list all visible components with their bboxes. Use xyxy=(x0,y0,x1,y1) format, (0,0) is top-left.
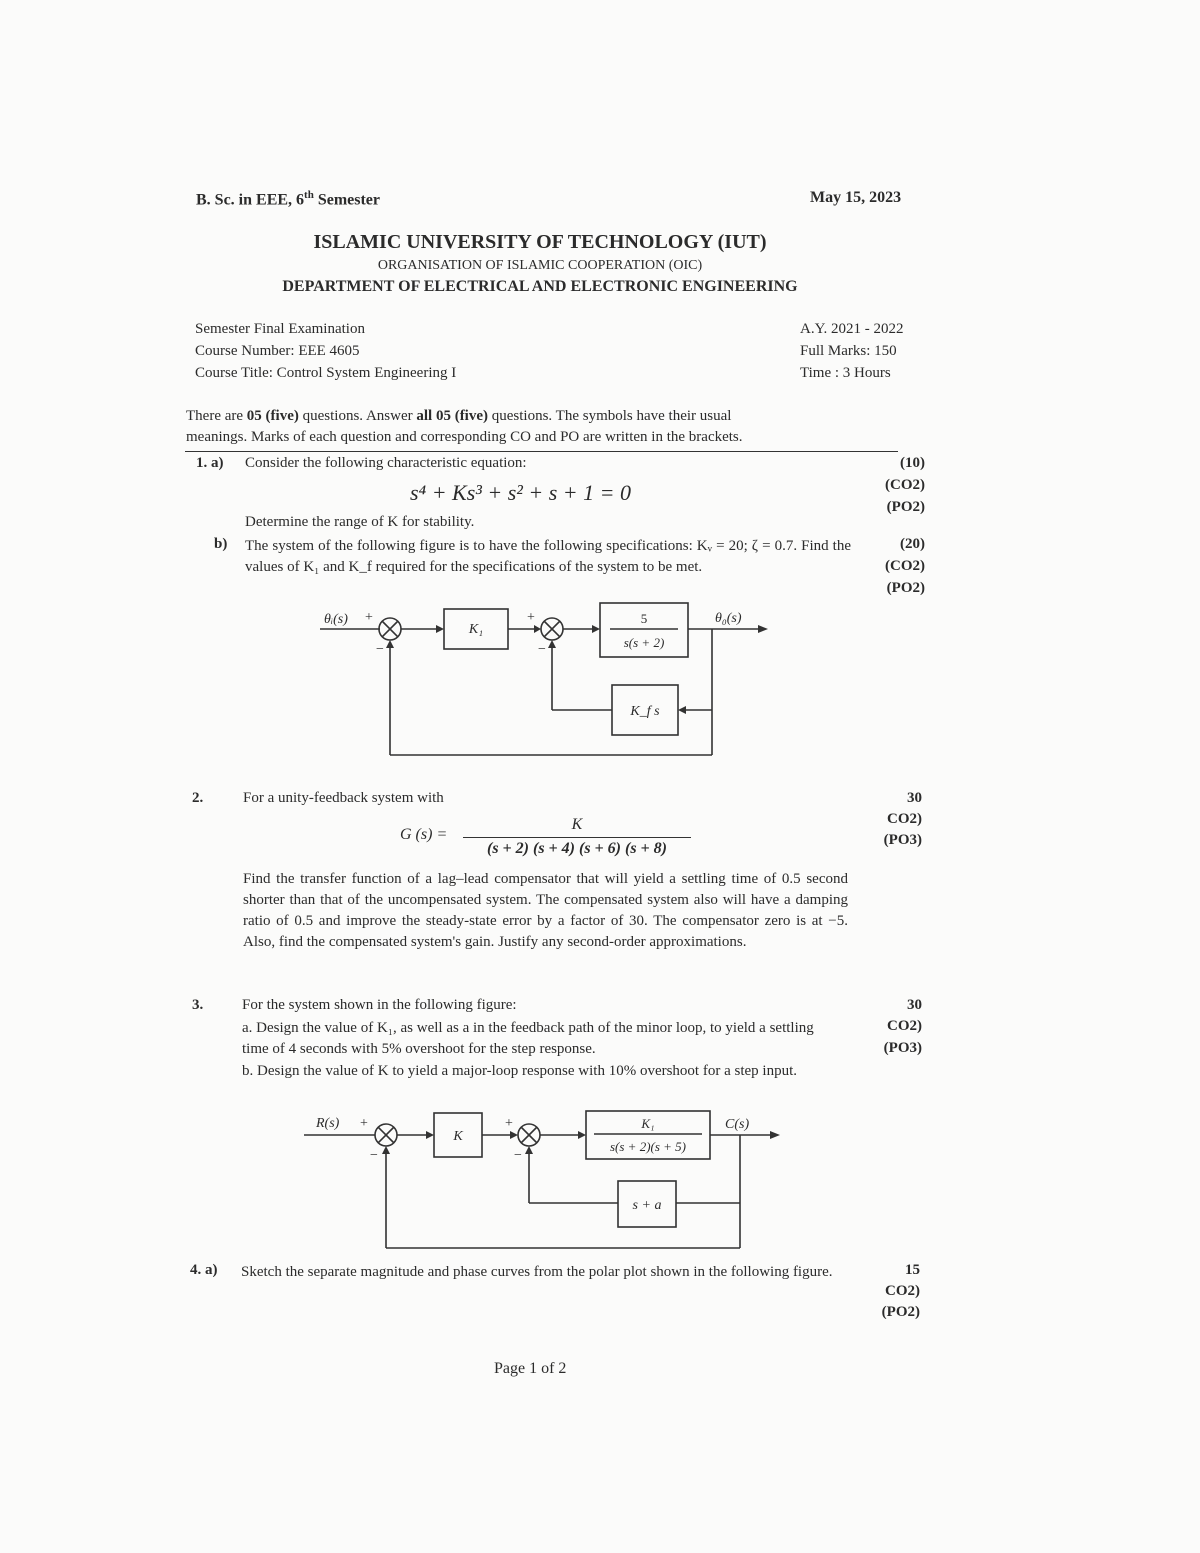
q3-co: CO2) xyxy=(887,1018,922,1034)
fig2-sum2-plus: + xyxy=(505,1116,513,1131)
q1b-marks: (20) xyxy=(900,536,925,552)
q2-tf-numerator: K xyxy=(571,816,583,833)
fig2-input-label: R(s) xyxy=(316,1116,340,1131)
fig2-sum2-minus: − xyxy=(514,1148,522,1163)
fig2-sum1-minus: − xyxy=(370,1148,378,1163)
fig2-gain-label: K xyxy=(453,1129,463,1144)
q2-number: 2. xyxy=(192,790,204,806)
fig1-plant-den: s(s + 2) xyxy=(623,635,665,650)
q2-tf-denominator: (s + 2) (s + 4) (s + 6) (s + 8) xyxy=(487,840,667,857)
fig2-plant-den: s(s + 2)(s + 5) xyxy=(609,1139,687,1154)
q2-marks: 30 xyxy=(907,790,922,806)
course-number: Course Number: EEE 4605 xyxy=(195,343,360,359)
fig1-sum1-minus: − xyxy=(376,642,384,657)
fig2-sum1-plus: + xyxy=(360,1116,368,1131)
instructions-line-2: meanings. Marks of each question and corresponding CO and PO are written in the brackets. xyxy=(186,429,743,445)
q1a-equation: s⁴ + Ks³ + s² + s + 1 = 0 xyxy=(410,480,631,505)
q4-number: 4. a) xyxy=(190,1262,218,1278)
q3-block-diagram xyxy=(300,1103,790,1258)
q4-text: Sketch the separate magnitude and phase curves from the polar plot shown in the following figure. xyxy=(241,1264,833,1280)
fig2-feedback-label: s + a xyxy=(632,1198,662,1213)
q1b-text: The system of the following figure is to have the following specifications: Kᵥ = 20; ζ = 0.7. Find the values of K₁ and K_f required for the specifications of the system to be met. xyxy=(245,538,851,575)
q3-number: 3. xyxy=(192,997,204,1013)
course-title: Course Title: Control System Engineering I xyxy=(195,365,457,381)
q1-number: 1. a) xyxy=(196,455,224,471)
q3-po: (PO3) xyxy=(883,1040,922,1056)
academic-year: A.Y. 2021 - 2022 xyxy=(800,321,904,337)
q2-tf-lhs: G (s) = xyxy=(400,826,448,843)
fig1-sum1-plus: + xyxy=(365,610,373,625)
fig2-output-label: C(s) xyxy=(725,1117,750,1132)
q1a-po: (PO2) xyxy=(886,499,925,515)
fig1-sum2-plus: + xyxy=(527,610,535,625)
university-name: ISLAMIC UNIVERSITY OF TECHNOLOGY (IUT) xyxy=(313,231,767,253)
full-marks: Full Marks: 150 xyxy=(800,343,897,359)
page-number: Page 1 of 2 xyxy=(494,1360,567,1377)
exam-time: Time : 3 Hours xyxy=(800,365,891,381)
q1b-po: (PO2) xyxy=(886,580,925,596)
q4-marks: 15 xyxy=(905,1262,920,1278)
q2-tf-fraction-bar xyxy=(463,837,691,838)
fig1-gain-label: K₁ xyxy=(468,622,484,637)
fig1-plant-num: 5 xyxy=(640,611,648,626)
fig2-plant-num: K₁ xyxy=(641,1116,655,1131)
exam-date: May 15, 2023 xyxy=(810,189,902,206)
q2-intro: For a unity-feedback system with xyxy=(243,790,444,806)
q2-co: CO2) xyxy=(887,811,922,827)
exam-type: Semester Final Examination xyxy=(195,321,365,337)
q3-part-b: b. Design the value of K to yield a major-loop response with 10% overshoot for a step input. xyxy=(242,1063,797,1079)
organisation-name: ORGANISATION OF ISLAMIC COOPERATION (OIC) xyxy=(377,258,703,273)
q1b-co: (CO2) xyxy=(885,558,925,574)
fig1-feedback-label: K_f s xyxy=(630,704,660,719)
q2-po: (PO3) xyxy=(883,832,922,848)
q1b-block-diagram xyxy=(310,595,780,765)
q2-text: Find the transfer function of a lag–lead compensator that will yield a settling time of 0.5 second shorter than that of the uncompensated system. The compensated system also will have a damping ratio of 0.5 and improve the steady-state error by a factor of 30. The compensator zero is at −5. Also, find the compensated system's gain. Justify any second-order approximations. xyxy=(243,871,848,950)
q3-intro: For the system shown in the following figure: xyxy=(242,997,517,1013)
fig1-sum2-minus: − xyxy=(538,642,546,657)
instructions-line-1: There are 05 (five) questions. Answer all 05 (five) questions. The symbols have their usual xyxy=(186,408,732,424)
q3-part-a: a. Design the value of K₁, as well as a in the feedback path of the minor loop, to yield a settling time of 4 seconds with 5% overshoot for the step response. xyxy=(242,1020,814,1057)
q4-co: CO2) xyxy=(885,1283,920,1299)
q1a-followup: Determine the range of K for stability. xyxy=(245,514,475,530)
fig1-input-label: θᵢ(s) xyxy=(324,612,348,627)
q1a-marks: (10) xyxy=(900,455,925,471)
instructions-divider xyxy=(185,451,898,452)
q1b-label: b) xyxy=(214,536,228,552)
program-label: B. Sc. in EEE, 6th Semester xyxy=(196,189,380,209)
department-name: DEPARTMENT OF ELECTRICAL AND ELECTRONIC ENGINEERING xyxy=(282,278,798,295)
q3-marks: 30 xyxy=(907,997,922,1013)
q4-po: (PO2) xyxy=(881,1304,920,1320)
q1a-text: Consider the following characteristic equation: xyxy=(245,455,527,471)
fig1-output-label: θ₀(s) xyxy=(715,611,742,626)
q1a-co: (CO2) xyxy=(885,477,925,493)
